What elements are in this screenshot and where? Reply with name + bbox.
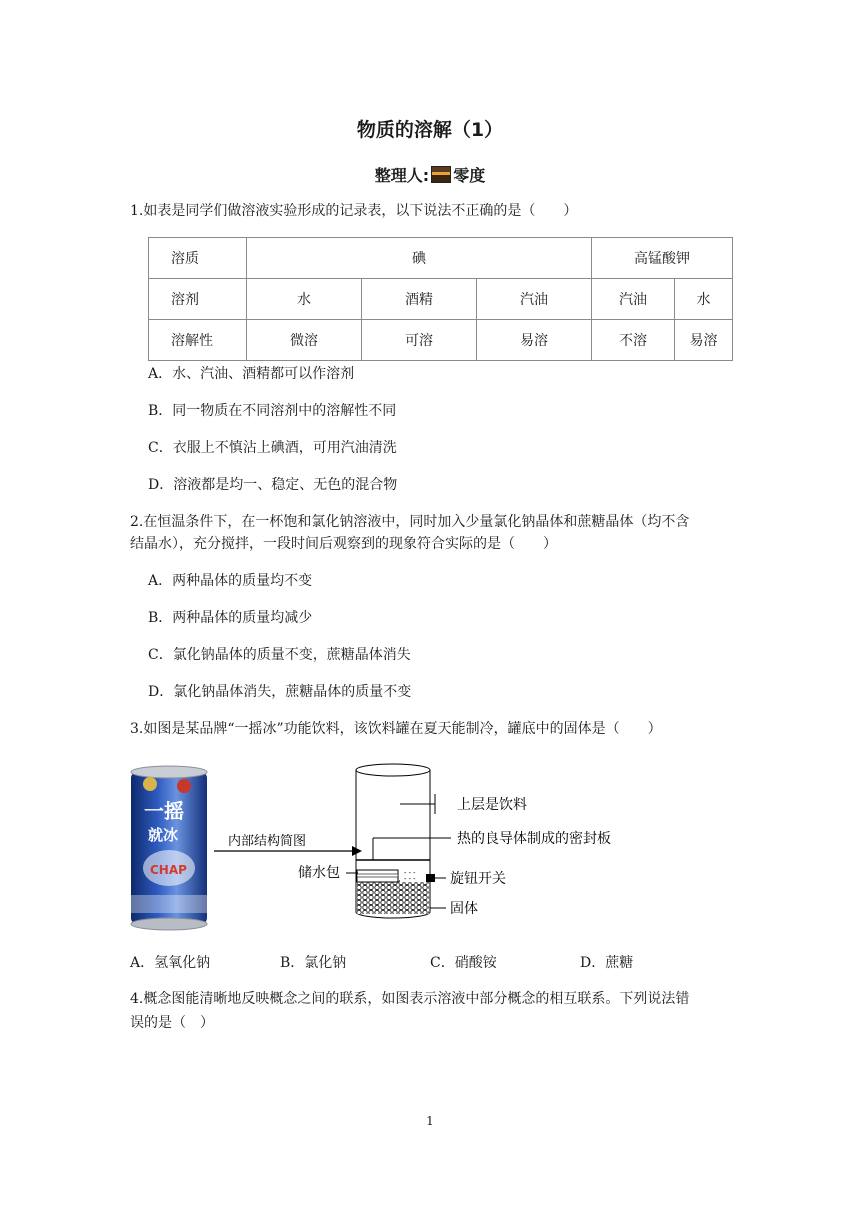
- q4-stem-line1: 4.概念图能清晰地反映概念之间的联系，如图表示溶液中部分概念的相互联系。下列说法错: [130, 991, 690, 1007]
- q4-stem-line2: 误的是（ ）: [130, 1015, 214, 1031]
- label-water-bag: 储水包: [298, 865, 340, 881]
- table-cell-kmno4: 高锰酸钾: [592, 238, 733, 279]
- table-cell: 易溶: [477, 320, 592, 361]
- table-cell: 不溶: [592, 320, 675, 361]
- table-cell: 可溶: [362, 320, 477, 361]
- knob-icon: [426, 874, 435, 882]
- author-line: [0, 163, 860, 186]
- q2-option-a: A．两种晶体的质量均不变: [148, 573, 313, 589]
- svg-text:- - -: - - -: [404, 875, 416, 883]
- q1-option-a: A．水、汽油、酒精都可以作溶剂: [148, 366, 355, 382]
- q1-option-b: B．同一物质在不同溶剂中的溶解性不同: [148, 403, 397, 419]
- table-cell: 水: [675, 279, 733, 320]
- table-header-solubility: 溶解性: [149, 320, 247, 361]
- structure-diagram: [356, 764, 435, 918]
- q3-option-c: C．硝酸铵: [430, 955, 497, 971]
- q3-stem: 3.如图是某品牌“一摇冰”功能饮料，该饮料罐在夏天能制冷，罐底中的固体是（ ）: [130, 721, 662, 737]
- q1-option-c: C．衣服上不慎沾上碘酒，可用汽油清洗: [148, 440, 397, 456]
- q1-option-d: D．溶液都是均一、稳定、无色的混合物: [148, 477, 398, 493]
- page-number: 1: [426, 1114, 434, 1128]
- table-cell: 酒精: [362, 279, 477, 320]
- table-cell: 水: [247, 279, 362, 320]
- table-row: [149, 279, 733, 320]
- table-header-solvent: 溶剂: [149, 279, 247, 320]
- q2-option-c: C．氯化钠晶体的质量不变，蔗糖晶体消失: [148, 647, 411, 663]
- author-name: 零度: [453, 166, 486, 185]
- table-cell: 微溶: [247, 320, 362, 361]
- q2-option-d: D．氯化钠晶体消失，蔗糖晶体的质量不变: [148, 684, 412, 700]
- can-image: [131, 766, 207, 930]
- author-avatar-icon: [431, 166, 451, 183]
- svg-text:- - -: - - -: [404, 869, 416, 877]
- q1-record-table: [148, 237, 733, 361]
- table-cell: 汽油: [592, 279, 675, 320]
- author-label: 整理人:: [374, 166, 430, 185]
- page-title: 物质的溶解（1）: [356, 119, 504, 141]
- table-cell: 汽油: [477, 279, 592, 320]
- can-text-top: 一摇: [144, 799, 184, 823]
- arrow-head-icon: [352, 846, 362, 856]
- q3-option-b: B．氯化钠: [280, 955, 347, 971]
- q1-stem: 1.如表是同学们做溶液实验形成的记录表，以下说法不正确的是（ ）: [130, 203, 578, 219]
- can-brand: CHAP: [150, 863, 187, 877]
- q3-option-d: D．蔗糖: [580, 955, 634, 971]
- q3-figure: [128, 760, 611, 935]
- can-text-mid: 就冰: [148, 826, 179, 844]
- table-row: [149, 320, 733, 361]
- q2-stem-line1: 2.在恒温条件下，在一杯饱和氯化钠溶液中，同时加入少量氯化钠晶体和蔗糖晶体（均不含: [130, 514, 690, 530]
- table-header-solute: 溶质: [149, 238, 247, 279]
- label-upper-beverage: 上层是饮料: [457, 797, 527, 813]
- label-knob-switch: 旋钮开关: [450, 871, 506, 887]
- q2-option-b: B．两种晶体的质量均减少: [148, 610, 313, 626]
- q2-stem-line2: 结晶水），充分搅拌，一段时间后观察到的现象符合实际的是（ ）: [130, 536, 557, 552]
- table-cell: 易溶: [675, 320, 733, 361]
- arrow-label: 内部结构简图: [228, 834, 307, 849]
- table-cell-iodine: 碘: [247, 238, 592, 279]
- label-sealing-plate: 热的良导体制成的密封板: [457, 831, 611, 847]
- table-row: [149, 238, 733, 279]
- label-solid: 固体: [450, 901, 478, 917]
- q3-option-a: A．氢氧化钠: [130, 955, 211, 971]
